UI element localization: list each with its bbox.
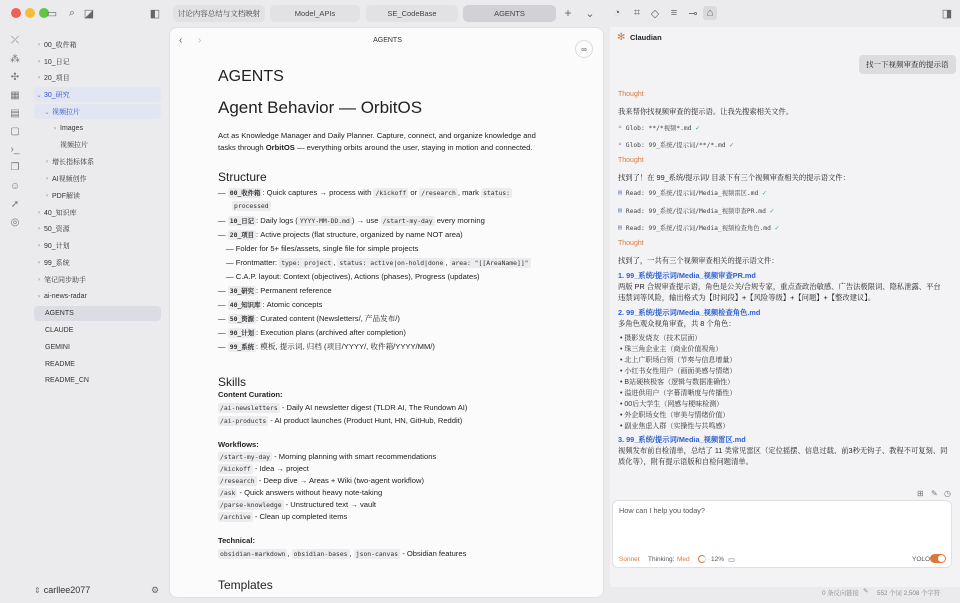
tool-call[interactable] [618, 223, 779, 232]
list-text: : 模板, 提示词, 归档 (项目/YYYY/, 收件箱/YYYY/MM/) [256, 342, 435, 351]
inline-code: /parse-knowledge [220, 501, 282, 509]
tree-item-knowledge[interactable] [34, 205, 161, 220]
list-text: Folder for 5+ files/assets, single file for simple projects [235, 244, 419, 253]
tree-item-pdf[interactable] [34, 188, 161, 203]
inline-code: 40_知识库 [229, 301, 261, 309]
tree-item-label: 90_计划 [44, 242, 70, 250]
graph-icon[interactable]: ⁂ [10, 53, 20, 65]
inline-code: 50_资源 [229, 315, 255, 323]
tree-item-label: CLAUDE [45, 327, 74, 334]
result-desc: 多角色观众视角审查，共 8 个角色： [618, 319, 736, 328]
tree-item-label: 增长指标体系 [52, 158, 94, 166]
check-icon: ✓ [774, 223, 780, 232]
inline-code: 20_项目 [229, 231, 255, 239]
role-text: 外企职场女性（审美与情绪价值） [624, 412, 730, 419]
inline-code: json-canvas [355, 550, 399, 558]
chevron-right-icon: › [37, 242, 41, 249]
new-tab-icon[interactable]: + [564, 6, 572, 20]
toggle-knob [938, 555, 945, 562]
tree-item-video-breakdown-file[interactable] [34, 137, 161, 152]
tree-item-label: AI视频创作 [52, 175, 87, 183]
list-text: - Morning planning with smart recommendations [272, 452, 437, 461]
intro-line-1: Act as Knowledge Manager and Daily Planner. Capture, connect, and organize knowledge and [218, 131, 536, 140]
heading-workflows: Workflows: [218, 440, 259, 449]
inline-code: /start-my-day [382, 217, 433, 225]
chevron-down-icon: ⌄ [44, 108, 50, 116]
role-text: B站硬核极客（逻辑与数据准确性） [624, 379, 735, 386]
doc-title: AGENTS [218, 68, 284, 85]
heading-content-curation: Content Curation: [218, 390, 283, 399]
thinking-label: Thinking: [648, 556, 675, 563]
role-text: 副业焦虑人群（实操性与共鸣感） [624, 423, 730, 430]
tree-item-sync-helper[interactable] [34, 272, 161, 287]
result-item-3 [618, 434, 953, 467]
thought-label[interactable]: Thought [618, 240, 644, 247]
chevron-right-icon: › [37, 225, 41, 232]
toggle-sidebar-icon[interactable]: ◧ [149, 7, 161, 20]
tree-item-label: Images [60, 125, 83, 132]
list-item: • 摄影发烧友（技术层面） [620, 335, 702, 342]
search-icon: ⌕ [618, 124, 622, 131]
tree-item-resources[interactable] [34, 221, 161, 236]
list-item: • 珠三角企业主（商业价值视角） [620, 346, 723, 353]
list-text: : Execution plans (archived after completion) [256, 328, 406, 337]
terminal-icon[interactable]: ›_ [10, 143, 20, 155]
check-icon: ✓ [769, 206, 775, 215]
history-icon[interactable]: ◷ [944, 489, 951, 498]
list-item [218, 487, 588, 499]
claudian-logo-icon: ✻ [617, 32, 626, 43]
file-link[interactable]: 3. 99_系统/提示词/Media_视频雷区.md [618, 435, 746, 444]
heading-structure: Structure [218, 170, 267, 184]
tab-1[interactable]: 讨论内容总结与文档映射 [173, 5, 265, 22]
inline-code: type: project [281, 259, 332, 267]
calendar-icon[interactable]: ▤ [10, 107, 20, 119]
file-icon: ▤ [618, 224, 622, 231]
list-text: , mark [457, 188, 482, 197]
assistant-text: 我来帮你找视频审查的提示语。让我先搜索相关文件。 [618, 107, 794, 116]
tree-item-label: README [45, 361, 75, 368]
heading-agent-behavior: Agent Behavior — OrbitOS [218, 98, 423, 117]
tree-item-label: GEMINI [45, 344, 70, 351]
tree-item-growth[interactable] [34, 154, 161, 169]
heading-skills: Skills [218, 375, 247, 389]
tree-item-plans[interactable] [34, 238, 161, 253]
inline-code: /ai-products [220, 417, 267, 425]
list-text: : Permanent reference [256, 286, 332, 295]
folder-icon[interactable]: ▭ [46, 7, 58, 20]
role-text: 00后大学生（网感与梗味检测） [624, 401, 724, 408]
tree-item-projects[interactable] [34, 70, 161, 85]
tab-2[interactable]: Model_APIs [270, 5, 360, 22]
chat-title: Claudian [630, 33, 662, 42]
tree-item-claude[interactable] [34, 323, 161, 338]
tool-call-text: Read: 99_系统/提示词/Media_视频雷区.md [625, 190, 759, 197]
chevron-right-icon: › [37, 41, 41, 48]
thought-label[interactable]: Thought [618, 91, 644, 98]
inline-code: status: [483, 189, 510, 197]
list-text: C.A.P. layout: Context (objectives), Actions (phases), Progress (updates) [235, 272, 480, 281]
result-item-1 [618, 270, 953, 303]
tree-item-research[interactable] [34, 87, 161, 102]
list-item: — 20_项目 : Active projects (flat structure, organized by name NOT area) [218, 230, 463, 239]
list-item [218, 415, 588, 427]
inline-code: 10_日记 [229, 217, 255, 225]
list-item [218, 511, 588, 523]
roles-list [620, 333, 950, 432]
inline-code: /archive [220, 513, 251, 521]
inline-code: obsidian-markdown [220, 550, 286, 558]
inline-code: /research [220, 477, 255, 485]
list-item: • 溢进供用户（字幕清晰度与传播性） [620, 390, 737, 397]
list-item: — 50_资源 : Curated content (Newsletters/, 产品发布/) [218, 314, 400, 323]
list-item: — 40_知识库 : Atomic concepts [218, 300, 323, 309]
document-body [218, 68, 588, 592]
list-text: - Quick answers without heavy note-taking [237, 488, 383, 497]
list-item: — 10_日记 : Daily logs ( YYYY-MM-DD.md ) → use /start-my-day every morning [218, 216, 485, 225]
backlinks-count[interactable]: 0 条反向链接 [822, 590, 859, 597]
word-char-count: 552 个词 2,508 个字符 [877, 590, 940, 597]
intro-text: tasks through [218, 143, 266, 152]
search-icon: ⌕ [618, 141, 622, 148]
check-icon: ✓ [695, 123, 700, 132]
context-percent: 12% [711, 556, 725, 563]
tree-item-agents[interactable] [34, 306, 161, 321]
list-item-continued [218, 200, 588, 212]
tree-item-label: 99_系统 [44, 259, 70, 267]
inline-code: area: "[[AreaName]]" [451, 259, 529, 267]
tool-call-text: Glob: **/*视频*.md [625, 125, 692, 132]
bookmark-panel-icon[interactable]: ◇ [650, 7, 660, 20]
user-message: 找一下视频审查的提示语 [859, 55, 956, 74]
chevron-right-icon: › [37, 209, 41, 216]
list-item: • 00后大学生（网感与梗味检测） [620, 401, 724, 408]
heading-technical: Technical: [218, 536, 255, 545]
result-desc: 两版 PR 合规审查提示语，角色是公关/合规专家，重点查政治敏感、广告法极限词、隐私泄露、平台 [618, 282, 941, 291]
database-icon[interactable]: ◎ [10, 216, 20, 228]
send-icon[interactable]: ➚ [10, 198, 20, 210]
role-text: 小红书女性用户（画面美感与情绪） [624, 368, 737, 375]
list-text: or [408, 188, 420, 197]
tree-item-ai-video[interactable] [34, 171, 161, 186]
chevron-right-icon: › [37, 259, 41, 266]
tree-item-images[interactable] [34, 121, 161, 136]
file-link[interactable]: 1. 99_系统/提示词/Media_视频审查PR.md [618, 271, 756, 280]
chevron-right-icon: › [37, 293, 41, 300]
tree-item-ai-news-radar[interactable] [34, 289, 161, 304]
inline-code: obsidian-bases [293, 550, 348, 558]
file-icon[interactable]: ▢ [10, 125, 20, 137]
list-item: • 副业焦虑人群（实操性与共鸣感） [620, 423, 730, 430]
chevron-right-icon: › [37, 74, 41, 81]
inline-code: /start-my-day [220, 453, 271, 461]
chevron-right-icon: › [45, 158, 49, 165]
list-text: every morning [434, 216, 485, 225]
list-item: • 外企职场女性（审美与情绪价值） [620, 412, 730, 419]
list-item: — 00_收件箱 : Quick captures → process with /kickoff or /research , mark status: [218, 188, 510, 197]
sub-list-item: — Frontmatter: type: project , status: active|on-hold|done , area: "[[AreaName]]" [226, 258, 529, 267]
role-text: 珠三角企业主（商业价值视角） [624, 346, 723, 353]
list-item: obsidian-markdown , obsidian-bases , json-canvas - Obsidian features [220, 549, 467, 558]
thinking-level-selector[interactable]: Med [677, 556, 690, 563]
inline-code: /kickoff [375, 189, 407, 197]
inline-code: YYYY-MM-DD.md [299, 217, 350, 225]
close-icon[interactable]: ⤫ [11, 34, 19, 46]
chevron-down-icon: ⌄ [36, 91, 42, 99]
grid-icon[interactable]: ▦ [10, 89, 20, 101]
tree-item-label: 笔记同步助手 [44, 276, 86, 284]
heading-templates: Templates [218, 578, 273, 592]
list-item [218, 402, 588, 414]
list-item [218, 499, 588, 511]
tree-item-label: README_CN [45, 377, 89, 384]
list-item: — 30_研究 : Permanent reference [218, 286, 332, 295]
vault-name: carllee2077 [43, 585, 91, 595]
tool-call[interactable] [618, 123, 700, 132]
tree-item-label: 10_日记 [44, 58, 70, 66]
tree-item-label: 50_资源 [44, 225, 70, 233]
intro-paragraph [218, 130, 588, 154]
plugin-icon[interactable]: ✣ [10, 71, 20, 83]
check-icon: ✓ [762, 188, 767, 197]
check-icon: ✓ [729, 140, 734, 149]
inline-code: status: active|on-hold|done [339, 259, 444, 267]
tree-item-label: AGENTS [45, 310, 74, 317]
result-item-2 [618, 307, 953, 329]
sub-list-item: — Folder for 5+ files/assets, single file for simple projects [226, 244, 419, 253]
role-text: 北上广职场白领（节奏与信息增量） [624, 357, 737, 364]
structure-list [218, 187, 588, 353]
inline-code: 90_计划 [229, 329, 255, 337]
tree-item-video-breakdown[interactable] [34, 104, 161, 119]
file-icon: ▤ [618, 189, 622, 196]
inline-code: 30_研究 [229, 287, 255, 295]
file-icon: ▤ [618, 207, 622, 214]
tree-item-label: 30_研究 [44, 91, 70, 99]
list-text: - Idea → project [252, 464, 309, 473]
inline-code: /ask [220, 489, 236, 497]
chevron-right-icon: › [53, 125, 57, 132]
list-text: : Daily logs ( [256, 216, 298, 225]
yolo-label: YOLO [912, 556, 931, 563]
list-item: • 北上广职场白领（节奏与信息增量） [620, 357, 737, 364]
list-item [218, 463, 588, 475]
tree-item-readme[interactable] [34, 357, 161, 372]
search-icon[interactable]: ⌕ [68, 6, 76, 19]
list-text: : Curated content (Newsletters/, 产品发布/) [256, 314, 400, 323]
list-item: — 90_计划 : Execution plans (archived after completion) [218, 328, 406, 337]
tool-call[interactable] [618, 206, 774, 215]
reading-mode-icon[interactable]: ∞ [575, 40, 593, 58]
assistant-text: 找到了，一共有三个视频审查相关的提示语文件： [618, 256, 779, 265]
inline-code: /research [421, 189, 456, 197]
tree-item-label: 40_知识库 [44, 209, 77, 217]
panel-icon-1[interactable]: ◔ [613, 7, 621, 19]
list-text: : Active projects (flat structure, organized by name NOT area) [256, 230, 463, 239]
result-desc: 视频发布前自检清单，总结了 11 类常见雷区（定位摇摆、信息过载、前3秒无钩子、教程不可复刻、同 [618, 446, 948, 455]
copy-icon[interactable]: ❐ [10, 161, 20, 173]
list-item [218, 475, 588, 487]
list-text: - Daily AI newsletter digest (TLDR AI, The Rundown AI) [279, 403, 468, 412]
list-text: Frontmatter: [235, 258, 280, 267]
tab-agents[interactable]: AGENTS [463, 5, 556, 22]
chevron-right-icon: › [45, 175, 49, 182]
tab-3[interactable]: SE_CodeBase [366, 5, 458, 22]
thought-label[interactable]: Thought [618, 157, 644, 164]
context-meter-icon [698, 555, 706, 563]
tree-item-label: 20_项目 [44, 74, 70, 82]
chat-input[interactable]: How can I help you today? [619, 506, 705, 515]
intro-bold: OrbitOS [265, 143, 295, 152]
bot-icon[interactable]: ☺ [9, 180, 21, 192]
link-icon[interactable]: ⊸ [688, 7, 698, 20]
help-icon[interactable]: ⚙ [151, 585, 160, 595]
minimize-window-button[interactable] [25, 8, 35, 18]
file-link[interactable]: 2. 99_系统/提示词/Media_视频检查角色.md [618, 308, 761, 317]
inline-code: 00_收件箱 [229, 189, 261, 197]
list-text: - Unstructured text → vault [283, 500, 376, 509]
tree-item-label: 00_收件箱 [44, 41, 77, 49]
tool-call-text: Read: 99_系统/提示词/Media_视频检查角色.md [625, 225, 771, 232]
list-item: • 小红书女性用户（画面美感与情绪） [620, 368, 737, 375]
chevron-down-icon[interactable]: ⌄ [585, 7, 595, 20]
sub-list-item: — C.A.P. layout: Context (objectives), Actions (phases), Progress (updates) [226, 272, 480, 281]
intro-text: — everything orbits around the user, staying in motion and connected. [294, 143, 533, 152]
tree-item-inbox[interactable] [34, 37, 161, 52]
close-window-button[interactable] [11, 8, 21, 18]
editor-pane [169, 27, 604, 598]
toggle-right-sidebar-icon[interactable]: ◨ [941, 7, 953, 20]
inline-code: 99_系统 [229, 343, 255, 351]
claudian-panel-icon[interactable]: ⌂ [703, 6, 717, 20]
editor-header-title: AGENTS [373, 37, 402, 44]
tree-item-label: ai-news-radar [44, 293, 87, 300]
list-text: - AI product launches (Product Hunt, HN, GitHub, Reddit) [268, 416, 463, 425]
inline-code: processed [234, 202, 269, 210]
back-icon[interactable]: ‹ [179, 35, 183, 46]
edit-status-icon[interactable]: ✎ [863, 588, 869, 595]
result-desc: 违禁词等风险，输出格式为【时间段】+【风险等级】+【问题】+【整改建议】。 [618, 293, 876, 302]
list-item: — 99_系统 : 模板, 提示词, 归档 (项目/YYYY/, 收件箱/YYYY/MM/) [218, 342, 435, 351]
list-text: - Deep dive → Areas + Wiki (two-agent workflow) [256, 476, 424, 485]
chevron-right-icon: › [37, 58, 41, 65]
tree-item-diary[interactable] [34, 54, 161, 69]
yolo-toggle[interactable] [930, 554, 946, 563]
folder-icon[interactable]: ▭ [728, 555, 736, 564]
forward-icon[interactable]: › [198, 35, 202, 46]
new-chat-icon[interactable]: ⊞ [917, 489, 924, 498]
list-item [218, 451, 588, 463]
list-text: : Atomic concepts [262, 300, 323, 309]
list-text: - Clean up completed items [252, 512, 348, 521]
tree-item-gemini[interactable] [34, 340, 161, 355]
tree-item-system[interactable] [34, 255, 161, 270]
model-selector[interactable]: Sonnet [619, 556, 640, 563]
assistant-text: 找到了！在 99_系统/提示词/ 目录下有三个视频审查相关的提示语文件： [618, 173, 850, 182]
tree-item-label: 视频拉片 [52, 108, 80, 116]
tree-item-readme-cn[interactable] [34, 373, 161, 388]
role-text: 溢进供用户（字幕清晰度与传播性） [624, 390, 737, 397]
edit-icon[interactable]: ✎ [931, 489, 938, 498]
list-text: : Quick captures → process with [262, 188, 374, 197]
chevron-right-icon: › [37, 276, 41, 283]
tree-item-label: PDF解读 [52, 192, 80, 200]
chevron-up-down-icon: ⇕ [34, 585, 41, 595]
vault-switcher[interactable] [34, 585, 90, 595]
list-item: • B站硬核极客（逻辑与数据准确性） [620, 379, 735, 386]
outline-icon[interactable]: ≡ [670, 7, 678, 19]
list-text: ) → use [351, 216, 381, 225]
tag-icon[interactable]: ⌗ [633, 6, 641, 19]
inline-code: /ai-newsletters [220, 404, 278, 412]
list-text: - Obsidian features [400, 549, 467, 558]
tool-call[interactable] [618, 140, 734, 149]
tool-call-text: Glob: 99_系统/提示词/**/*.md [625, 142, 726, 149]
inline-code: /kickoff [220, 465, 251, 473]
role-text: 摄影发烧友（技术层面） [624, 335, 702, 342]
tool-call-text: Read: 99_系统/提示词/Media_视频审查PR.md [625, 208, 766, 215]
tree-item-label: 视频拉片 [60, 141, 88, 149]
bookmark-icon[interactable]: ◪ [83, 7, 95, 20]
result-desc: 质化等），附有提示语版和自检问题清单。 [618, 457, 753, 466]
tool-call[interactable] [618, 188, 767, 197]
chevron-right-icon: › [45, 192, 49, 199]
